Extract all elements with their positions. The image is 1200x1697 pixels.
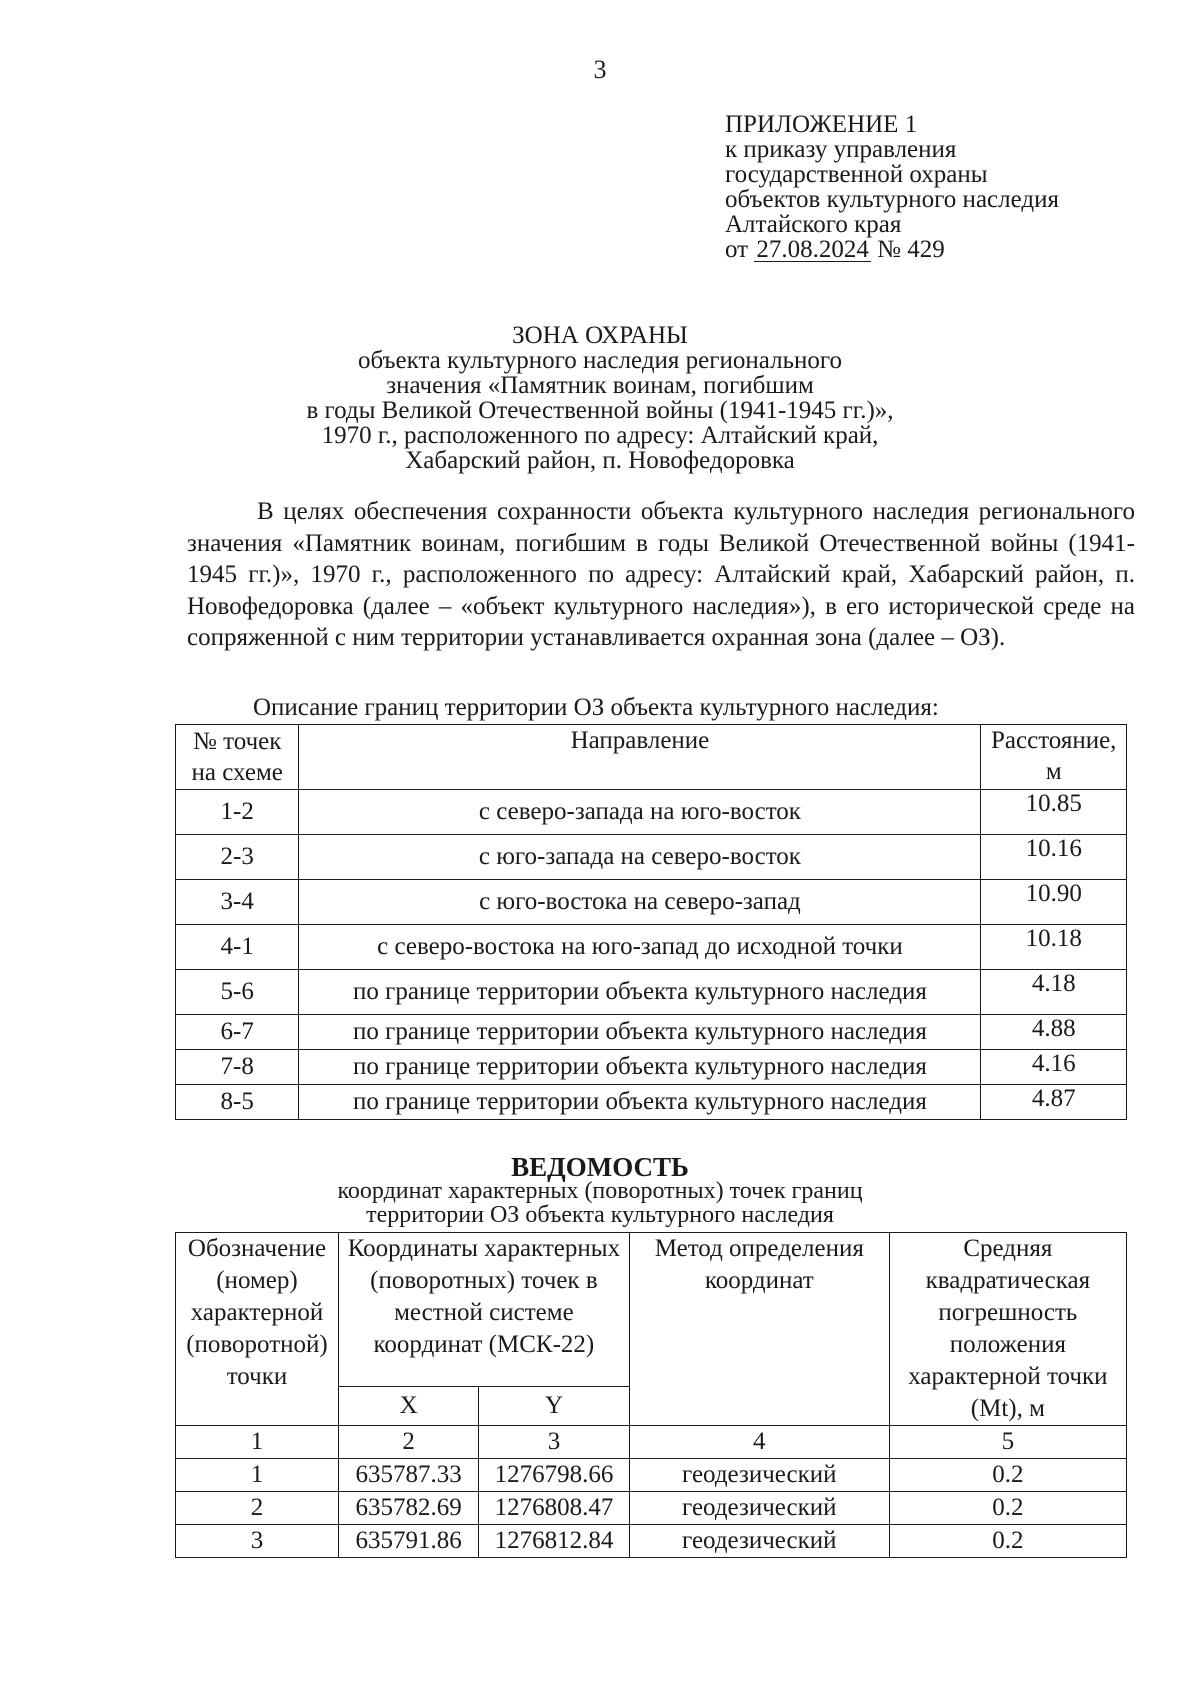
cell-point: 1 — [176, 1459, 339, 1492]
appendix-date-line — [725, 237, 1059, 262]
table-row — [176, 790, 1127, 835]
cell-direction: с северо-востока на юго-запад до исходной точки — [299, 925, 981, 970]
cell-distance: 4.16 — [981, 1050, 1127, 1085]
table-row — [176, 880, 1127, 925]
zone-title-line: 1970 г., расположенного по адресу: Алтайский край, — [321, 422, 879, 449]
cell-y: 1276798.66 — [479, 1459, 630, 1492]
table-row — [176, 1525, 1127, 1558]
table-row — [176, 1050, 1127, 1085]
cell-direction: по границе территории объекта культурного наследия — [299, 1050, 981, 1085]
zone-heading: ЗОНА ОХРАНЫ — [512, 322, 688, 349]
cell-x: 635787.33 — [338, 1459, 478, 1492]
header-x: X — [338, 1386, 478, 1425]
cell-distance: 4.18 — [981, 970, 1127, 1015]
table-row — [176, 970, 1127, 1015]
cell-points: 8-5 — [176, 1085, 299, 1120]
date-prefix: от — [725, 236, 749, 263]
header-direction: Направление — [299, 725, 981, 790]
cell-points: 5-6 — [176, 970, 299, 1015]
cell-distance: 4.88 — [981, 1015, 1127, 1050]
cell-method: геодезический — [629, 1459, 889, 1492]
header-error: Средняя квадратическая погрешность положения характерной точки (Mt), м — [889, 1233, 1126, 1426]
header-designation: Обозначение (номер) характерной (поворотной) точки — [176, 1233, 339, 1426]
zone-title-line: значения «Памятник воинам, погибшим — [386, 372, 814, 399]
column-number-row — [176, 1426, 1127, 1459]
page-number: 3 — [593, 55, 607, 84]
header-y: Y — [479, 1386, 630, 1425]
cell-point: 3 — [176, 1525, 339, 1558]
zone-title-line: в годы Великой Отечественной войны (1941-1945 гг.)», — [306, 397, 894, 424]
header-distance: Расстояние, м — [981, 725, 1127, 790]
order-number: № 429 — [877, 236, 945, 263]
cell-distance: 4.87 — [981, 1085, 1127, 1120]
header-coordinates: Координаты характерных (поворотных) точек в местной системе координат (МСК-22) — [338, 1233, 629, 1387]
cell-method: геодезический — [629, 1525, 889, 1558]
table-header-row — [176, 725, 1127, 790]
cell-points: 3-4 — [176, 880, 299, 925]
cell-points: 1-2 — [176, 790, 299, 835]
column-number: 4 — [629, 1426, 889, 1459]
cell-error: 0.2 — [889, 1492, 1126, 1525]
cell-direction: по границе территории объекта культурного наследия — [299, 970, 981, 1015]
appendix-line: объектов культурного наследия — [725, 186, 1059, 213]
column-number: 2 — [338, 1426, 478, 1459]
table-row — [176, 1085, 1127, 1120]
zone-title — [0, 323, 1200, 473]
cell-method: геодезический — [629, 1492, 889, 1525]
appendix-line: к приказу управления — [725, 136, 957, 163]
cell-x: 635791.86 — [338, 1525, 478, 1558]
coordinates-subtitle: координат характерных (поворотных) точек границ — [337, 1178, 863, 1204]
header-points: № точек на схеме — [176, 725, 299, 790]
header-method: Метод определения координат — [629, 1233, 889, 1426]
coordinates-title-block — [0, 1152, 1200, 1228]
boundary-table-caption: Описание границ территории ОЗ объекта культурного наследия: — [253, 694, 939, 721]
cell-y: 1276808.47 — [479, 1492, 630, 1525]
cell-points: 2-3 — [176, 835, 299, 880]
cell-y: 1276812.84 — [479, 1525, 630, 1558]
table-row — [176, 925, 1127, 970]
cell-points: 6-7 — [176, 1015, 299, 1050]
table-row — [176, 1492, 1127, 1525]
cell-error: 0.2 — [889, 1459, 1126, 1492]
cell-x: 635782.69 — [338, 1492, 478, 1525]
cell-direction: с юго-запада на северо-восток — [299, 835, 981, 880]
appendix-line: Алтайского края — [725, 211, 902, 238]
cell-direction: с юго-востока на северо-запад — [299, 880, 981, 925]
zone-title-line: Хабарский район, п. Новофедоровка — [405, 447, 795, 474]
intro-paragraph: В целях обеспечения сохранности объекта культурного наследия регионального значения «Памятник воинам, погибшим в годы Великой Отечественной войны (1941-1945 гг.)», 1970 г., расположенного по адресу: Алтайский край, Хабарский район, п. Новофедоровка (далее – «объект культурного наследия»), в его исторической среде на сопряженной с ним территории устанавливается охранная зона (далее – ОЗ). — [187, 498, 1135, 651]
cell-points: 7-8 — [176, 1050, 299, 1085]
coordinates-subtitle: территории ОЗ объекта культурного наследия — [366, 1202, 834, 1228]
cell-distance: 10.18 — [981, 925, 1127, 970]
appendix-line: государственной охраны — [725, 161, 988, 188]
cell-direction: по границе территории объекта культурного наследия — [299, 1015, 981, 1050]
coordinates-heading: ВЕДОМОСТЬ — [511, 1152, 689, 1182]
zone-title-line: объекта культурного наследия регионального — [358, 347, 842, 374]
cell-error: 0.2 — [889, 1525, 1126, 1558]
cell-direction: по границе территории объекта культурного наследия — [299, 1085, 981, 1120]
column-number: 5 — [889, 1426, 1126, 1459]
boundary-table — [175, 724, 1127, 1120]
cell-direction: с северо-запада на юго-восток — [299, 790, 981, 835]
table-row — [176, 1459, 1127, 1492]
cell-distance: 10.85 — [981, 790, 1127, 835]
cell-points: 4-1 — [176, 925, 299, 970]
table-row — [176, 1015, 1127, 1050]
table-header-row — [176, 1233, 1127, 1387]
coordinates-table — [175, 1232, 1127, 1558]
cell-point: 2 — [176, 1492, 339, 1525]
column-number: 3 — [479, 1426, 630, 1459]
table-row — [176, 835, 1127, 880]
appendix-title: ПРИЛОЖЕНИЕ 1 — [725, 111, 918, 138]
cell-distance: 10.16 — [981, 835, 1127, 880]
order-date: 27.08.2024 — [756, 236, 869, 263]
appendix-block — [725, 112, 1059, 262]
cell-distance: 10.90 — [981, 880, 1127, 925]
column-number: 1 — [176, 1426, 339, 1459]
